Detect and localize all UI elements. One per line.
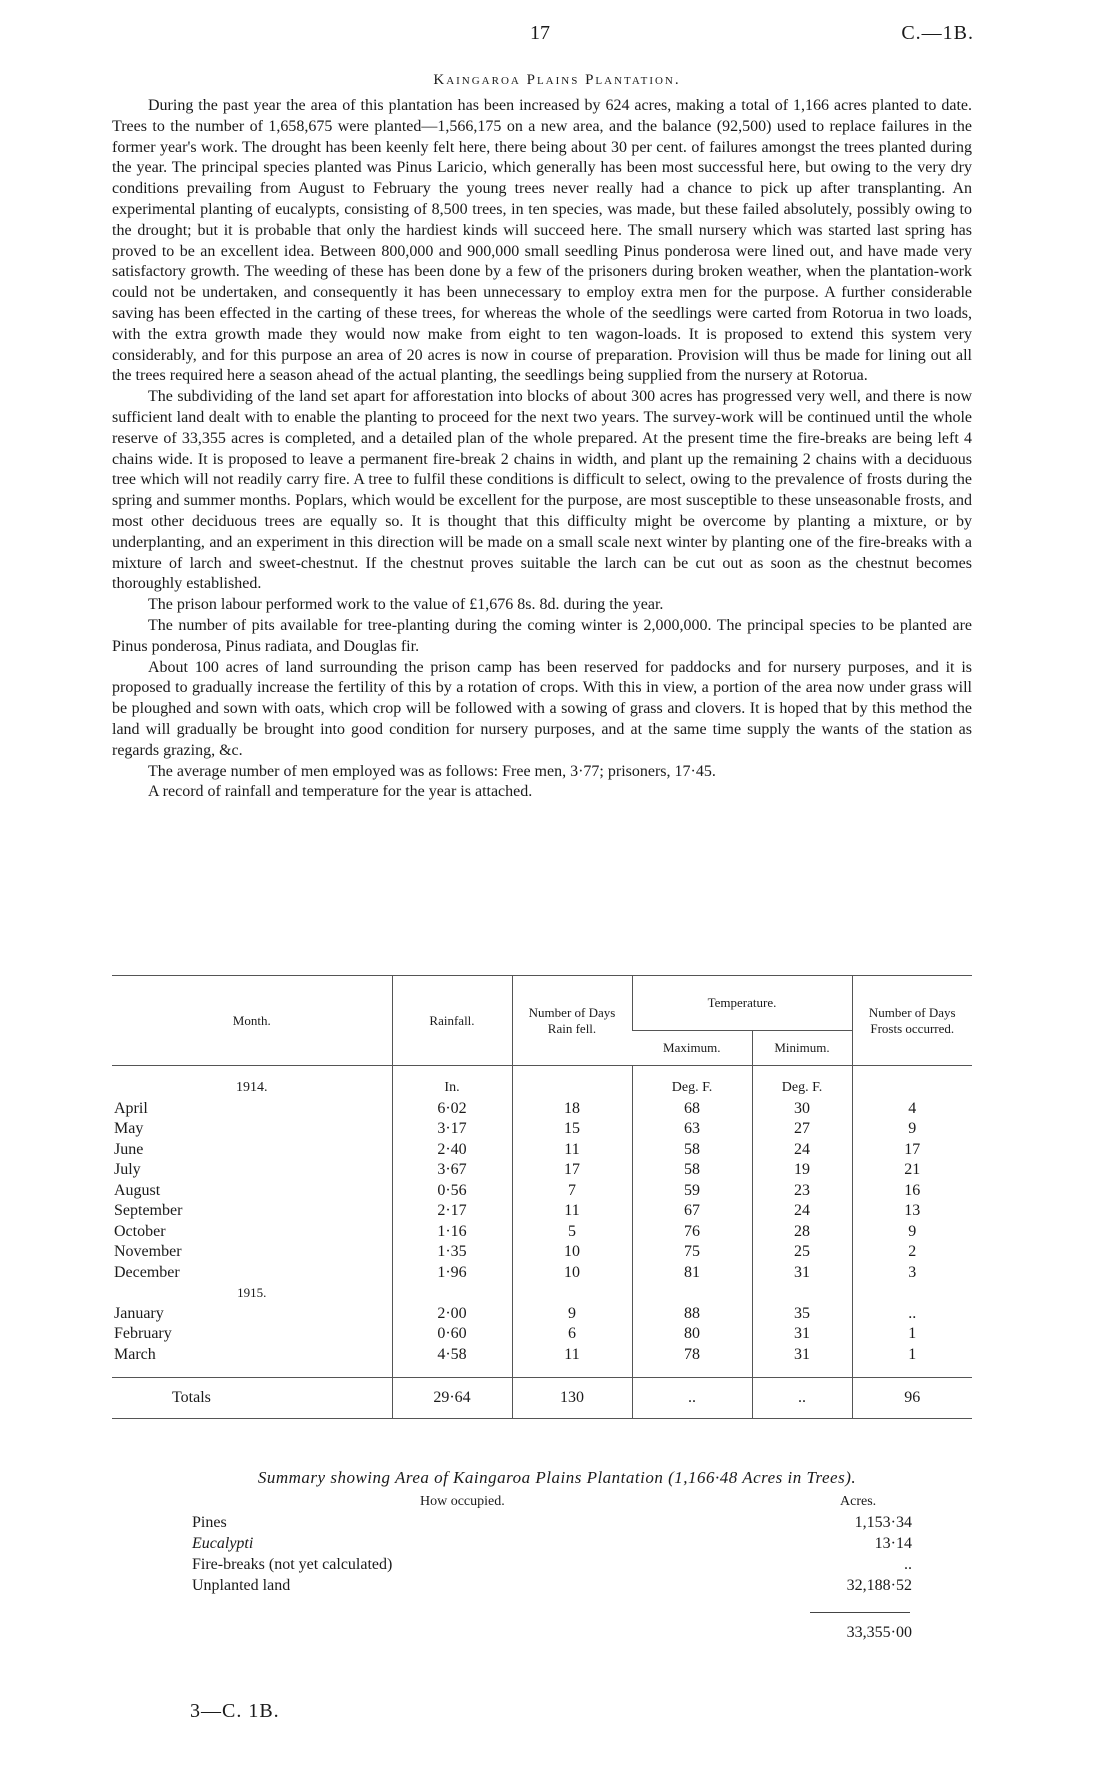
min-temp-cell: 31: [752, 1345, 852, 1366]
max-temp-cell: 58: [632, 1140, 752, 1161]
header-maximum: Maximum.: [632, 1031, 752, 1066]
table-row: [112, 1160, 972, 1181]
max-temp-cell: 81: [632, 1263, 752, 1284]
rainfall-cell: 1·35: [392, 1242, 512, 1263]
month-cell: November: [114, 1243, 182, 1260]
summary-row: [192, 1512, 912, 1533]
max-temp-cell: 88: [632, 1304, 752, 1325]
max-temp-cell: 59: [632, 1181, 752, 1202]
totals-max: ..: [632, 1378, 752, 1419]
days-rain-cell: 6: [512, 1324, 632, 1345]
rainfall-cell: 0·56: [392, 1181, 512, 1202]
max-temp-cell: 80: [632, 1324, 752, 1345]
rainfall-cell: 2·00: [392, 1304, 512, 1325]
spacer-row: [112, 1365, 972, 1378]
summary-total: [192, 1622, 912, 1643]
table-row: [112, 1222, 972, 1243]
summary-row-label: Eucalypti: [192, 1535, 254, 1552]
rainfall-cell: 1·16: [392, 1222, 512, 1243]
table-row: [112, 1099, 972, 1120]
frosts-cell: 1: [852, 1345, 972, 1366]
days-rain-cell: 10: [512, 1263, 632, 1284]
totals-rainfall: 29·64: [392, 1378, 512, 1419]
totals-days: 130: [512, 1378, 632, 1419]
units-row: [112, 1078, 972, 1099]
max-temp-cell: 58: [632, 1160, 752, 1181]
empty-cell: [852, 1078, 972, 1099]
summary-row: [192, 1533, 912, 1554]
table-row: [112, 1201, 972, 1222]
max-temp-cell: 68: [632, 1099, 752, 1120]
header-days-rain: Number of Days Rain fell.: [512, 976, 632, 1066]
frosts-cell: 3: [852, 1263, 972, 1284]
paragraph: A record of rainfall and temperature for the year is attached.: [148, 783, 533, 801]
paragraph: The average number of men employed was as follows: Free men, 3·77; prisoners, 17·45.: [148, 762, 716, 780]
year-label: 1914.: [236, 1080, 268, 1095]
page-footer: 3—C. 1B.: [190, 1700, 280, 1722]
rainfall-cell: 6·02: [392, 1099, 512, 1120]
header-temperature: Temperature.: [632, 976, 852, 1031]
table-row: [112, 1242, 972, 1263]
summary-col-how: How occupied.: [420, 1494, 505, 1509]
header-frosts: Number of Days Frosts occurred.: [852, 976, 972, 1066]
page-header: [0, 22, 1114, 52]
summary-row-acres: 13·14: [874, 1535, 912, 1552]
summary-row: [192, 1575, 912, 1596]
table-row: [112, 1304, 972, 1325]
days-rain-cell: 15: [512, 1119, 632, 1140]
paragraph: During the past year the area of this plantation has been increased by 624 acres, making a total of 1,166 acres planted to date. Trees to the number of 1,658,675 were planted—1,566,175 on a new area, and the balance (92,500) used to replace failures in the former year's work. The drought has been keenly felt here, there being about 30 per cent. of failures amongst the trees planted during the year. The principal species planted was Pinus Laricio, which generally has been most successful here, but owing to the very dry conditions prevailing from August to February the young trees never really had a chance to pick up after transplanting. An experimental planting of eucalypts, consisting of 8,500 trees, in ten species, was made, but these failed absolutely, possibly owing to the drought; but it is probable that only the hardiest kinds will succeed here. The small nursery which was started last spring has proved to be an excellent idea. Between 800,000 and 900,000 small seedling Pinus ponderosa were lined out, and have made very satisfactory growth. The weeding of these has been done by a few of the prisoners during broken weather, when the plantation-work could not be undertaken, and consequently it has been unnecessary to employ extra men for the purpose. A further considerable saving has been effected in the carting of these trees, for whereas the whole of the seedlings were carted from Rotorua in two loads, with the extra growth made they would now make from eight to ten wagon-loads. It is proposed to extend this system very considerably, and for this purpose an area of 20 acres is now in course of preparation. Provision will thus be made for lining out all the trees required here a season ahead of the actual planting, the seedlings being supplied from the nursery at Rotorua.: [112, 97, 972, 385]
month-cell: March: [114, 1345, 156, 1363]
min-temp-cell: 30: [752, 1099, 852, 1120]
min-temp-cell: 31: [752, 1324, 852, 1345]
days-rain-cell: 10: [512, 1242, 632, 1263]
max-temp-cell: 63: [632, 1119, 752, 1140]
summary-rule: [810, 1612, 910, 1613]
frosts-cell: 9: [852, 1119, 972, 1140]
frosts-cell: 16: [852, 1181, 972, 1202]
frosts-cell: ..: [852, 1304, 972, 1325]
max-temp-cell: 67: [632, 1201, 752, 1222]
frosts-cell: 13: [852, 1201, 972, 1222]
paragraph: The subdividing of the land set apart for afforestation into blocks of about 300 acres has progressed very well, and there is now sufficient land dealt with to enable the planting to proceed for the next two years. The survey-work will be continued until the whole reserve of 33,355 acres is completed, and a detailed plan of the whole prepared. At the present time the fire-breaks are being left 4 chains wide. It is proposed to leave a permanent fire-break 2 chains in width, and plant up the remaining 2 chains with a deciduous tree which will not readily carry fire. A tree to fulfil these conditions is difficult to select, owing to the prevalence of frosts during the spring and summer months. Poplars, which would be excellent for the purpose, are most susceptible to these unseasonable frosts, and most other deciduous trees are equally so. It is thought that this difficulty might be overcome by planting a mixture, or by underplanting, and an experiment in this direction will be made on a small scale next winter by planting one of the fire-breaks with a mixture of larch and sweet-chestnut. If the chestnut proves suitable the larch can be cut out as soon as the chestnut becomes thoroughly established.: [112, 388, 972, 593]
summary-row-label: Fire-breaks (not yet calculated): [192, 1556, 393, 1573]
table-row: [112, 1119, 972, 1140]
min-temp-cell: 24: [752, 1201, 852, 1222]
rainfall-temperature-table: [112, 975, 972, 1419]
max-temp-cell: 76: [632, 1222, 752, 1243]
totals-min: ..: [752, 1378, 852, 1419]
days-rain-cell: 9: [512, 1304, 632, 1325]
min-temp-cell: 24: [752, 1140, 852, 1161]
min-temp-cell: 23: [752, 1181, 852, 1202]
empty-cell: [512, 1078, 632, 1099]
table-row: [112, 1345, 972, 1366]
section-title: Kaingaroa Plains Plantation.: [433, 72, 681, 88]
days-rain-cell: 7: [512, 1181, 632, 1202]
document-reference: C.—1B.: [901, 22, 974, 44]
rainfall-cell: 0·60: [392, 1324, 512, 1345]
frosts-cell: 2: [852, 1242, 972, 1263]
min-temp-cell: 35: [752, 1304, 852, 1325]
paragraph: About 100 acres of land surrounding the prison camp has been reserved for paddocks and for nursery purposes, and it is proposed to gradually increase the fertility of this by a rotation of crops. With this in view, a portion of the area now under grass will be ploughed and sown with oats, which crop will be followed with a sowing of grass and clovers. It is hoped that by this method the land will gradually be brought into good condition for nursery purposes, and at the same time supply the wants of the station as regards grazing, &c.: [112, 658, 972, 759]
month-cell: July: [114, 1161, 141, 1178]
month-cell: October: [114, 1222, 166, 1240]
min-temp-cell: 28: [752, 1222, 852, 1243]
paragraph: The number of pits available for tree-planting during the coming winter is 2,000,000. The principal species to be planted are Pinus ponderosa, Pinus radiata, and Douglas fir.: [112, 616, 972, 655]
rainfall-cell: 2·40: [392, 1140, 512, 1161]
month-cell: February: [114, 1325, 172, 1342]
header-rainfall: Rainfall.: [392, 976, 512, 1066]
summary-row-acres: 1,153·34: [854, 1514, 912, 1531]
summary-row-acres: 32,188·52: [846, 1577, 912, 1594]
month-cell: August: [114, 1181, 161, 1199]
month-cell: April: [114, 1099, 148, 1117]
month-cell: May: [114, 1120, 144, 1137]
table-row: [112, 1140, 972, 1161]
summary-row-label: Unplanted land: [192, 1577, 291, 1594]
year-label: 1915.: [237, 1285, 267, 1300]
frosts-cell: 4: [852, 1099, 972, 1120]
table-body: [112, 1066, 972, 1419]
unit-maximum: Deg. F.: [632, 1078, 752, 1099]
rainfall-cell: 3·17: [392, 1119, 512, 1140]
max-temp-cell: 75: [632, 1242, 752, 1263]
days-rain-cell: 11: [512, 1140, 632, 1161]
rainfall-cell: 2·17: [392, 1201, 512, 1222]
frosts-cell: 17: [852, 1140, 972, 1161]
summary-row-acres: ..: [904, 1556, 912, 1573]
min-temp-cell: 27: [752, 1119, 852, 1140]
totals-row: [112, 1378, 972, 1419]
frosts-cell: 1: [852, 1324, 972, 1345]
unit-minimum: Deg. F.: [752, 1078, 852, 1099]
max-temp-cell: 78: [632, 1345, 752, 1366]
days-rain-cell: 17: [512, 1160, 632, 1181]
summary-total-value: 33,355·00: [846, 1624, 912, 1641]
rainfall-cell: 4·58: [392, 1345, 512, 1366]
month-cell: September: [114, 1202, 183, 1219]
month-cell: January: [114, 1304, 164, 1322]
body-text: [112, 96, 972, 803]
header-minimum: Minimum.: [752, 1031, 852, 1066]
table-row: [112, 1181, 972, 1202]
table-row: [112, 1324, 972, 1345]
days-rain-cell: 11: [512, 1201, 632, 1222]
year-row: [112, 1283, 972, 1304]
days-rain-cell: 18: [512, 1099, 632, 1120]
unit-rainfall: In.: [392, 1078, 512, 1099]
rainfall-cell: 1·96: [392, 1263, 512, 1284]
month-cell: June: [114, 1140, 144, 1158]
table-row: [112, 1263, 972, 1284]
paragraph: The prison labour performed work to the value of £1,676 8s. 8d. during the year.: [148, 596, 664, 614]
totals-frosts: 96: [852, 1378, 972, 1419]
summary-row: [192, 1554, 912, 1575]
frosts-cell: 9: [852, 1222, 972, 1243]
min-temp-cell: 19: [752, 1160, 852, 1181]
min-temp-cell: 25: [752, 1242, 852, 1263]
summary-col-acres: Acres.: [840, 1494, 877, 1509]
min-temp-cell: 31: [752, 1263, 852, 1284]
summary-title: Summary showing Area of Kaingaroa Plains Plantation (1,166·48 Acres in Trees).: [257, 1468, 857, 1487]
header-month: Month.: [232, 1012, 271, 1028]
rainfall-cell: 3·67: [392, 1160, 512, 1181]
spacer-row: [112, 1066, 972, 1079]
summary-row-label: Pines: [192, 1514, 227, 1531]
page-number: 17: [530, 22, 550, 44]
month-cell: December: [114, 1263, 180, 1281]
frosts-cell: 21: [852, 1160, 972, 1181]
totals-label: Totals: [112, 1378, 392, 1419]
days-rain-cell: 5: [512, 1222, 632, 1243]
days-rain-cell: 11: [512, 1345, 632, 1366]
